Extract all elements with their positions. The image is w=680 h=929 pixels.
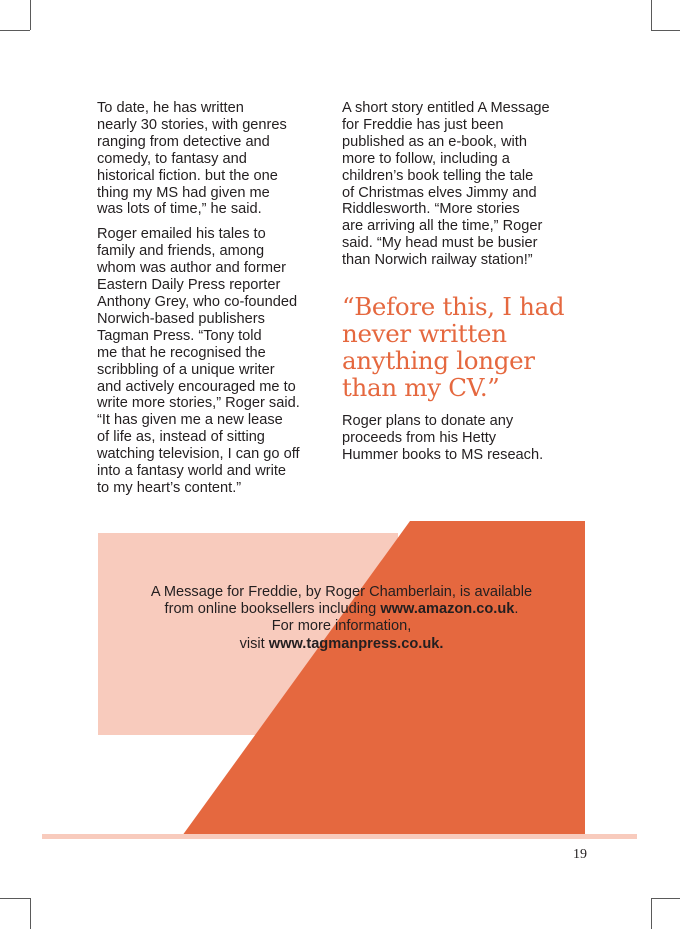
text-line: Tagman Press. “Tony told: [97, 327, 262, 344]
text-line: whom was author and former: [97, 260, 286, 277]
promo-line: For more information,: [271, 618, 412, 635]
text-line: of Christmas elves Jimmy and: [342, 184, 537, 201]
text-line: children’s book telling the tale: [342, 167, 534, 184]
text-line: Riddlesworth. “More stories: [342, 201, 520, 218]
text-line: watching television, I can go off: [97, 446, 300, 463]
text-line: write more stories,” Roger said.: [97, 395, 300, 412]
promo-line: A Message for Freddie, by Roger Chamberlain, is available: [150, 584, 533, 600]
text-line: than Norwich railway station!”: [342, 252, 533, 269]
text-line: thing my MS had given me: [97, 184, 270, 201]
text-line: Roger emailed his tales to: [97, 226, 266, 243]
promo-text: visit: [239, 635, 269, 652]
pull-quote-line: never written: [342, 319, 507, 349]
promo-box: [98, 584, 585, 653]
text-line: proceeds from his Hetty: [342, 429, 497, 446]
text-line: ranging from detective and: [97, 133, 270, 150]
pull-quote-line: than my CV.”: [342, 373, 500, 403]
text-line: and actively encouraged me to: [97, 378, 296, 395]
promo-line: [98, 601, 585, 618]
text-line: into a fantasy world and write: [97, 463, 287, 480]
promo-line: [98, 636, 585, 653]
promo-text: .: [514, 601, 519, 618]
text-line: nearly 30 stories, with genres: [97, 116, 287, 133]
text-line: scribbling of a unique writer: [97, 361, 275, 378]
amazon-link[interactable]: www.amazon.co.uk: [380, 601, 515, 618]
pull-quote-line: “Before this, I had: [342, 292, 565, 322]
text-line: Norwich-based publishers: [97, 310, 265, 327]
tagman-link[interactable]: www.tagmanpress.co.uk.: [268, 635, 444, 652]
text-line: “It has given me a new lease: [97, 412, 283, 429]
text-line: published as an e-book, with: [342, 133, 527, 150]
text-line: Roger plans to donate any: [342, 413, 514, 430]
text-line: comedy, to fantasy and: [97, 150, 247, 167]
text-line: historical fiction. but the one: [97, 167, 278, 184]
text-line: of life as, instead of sitting: [97, 429, 265, 446]
text-line: Anthony Grey, who co-founded: [97, 293, 298, 310]
text-line: are arriving all the time,” Roger: [342, 218, 543, 235]
promo-text: from online booksellers including: [164, 601, 381, 618]
text-line: To date, he has written: [97, 100, 244, 116]
text-line: A short story entitled A Message: [342, 100, 550, 116]
text-line: family and friends, among: [97, 243, 265, 260]
text-line: for Freddie has just been: [342, 116, 504, 133]
text-line: Hummer books to MS reseach.: [342, 446, 544, 463]
text-line: Eastern Daily Press reporter: [97, 277, 281, 294]
text-line: said. “My head must be busier: [342, 235, 538, 252]
text-line: more to follow, including a: [342, 150, 510, 167]
page-number: 19: [573, 847, 587, 862]
text-line: to my heart’s content.”: [97, 479, 242, 496]
footer-rule: [42, 834, 637, 839]
pull-quote-line: anything longer: [342, 346, 535, 376]
text-line: me that he recognised the: [97, 344, 266, 361]
text-line: was lots of time,” he said.: [97, 201, 262, 218]
